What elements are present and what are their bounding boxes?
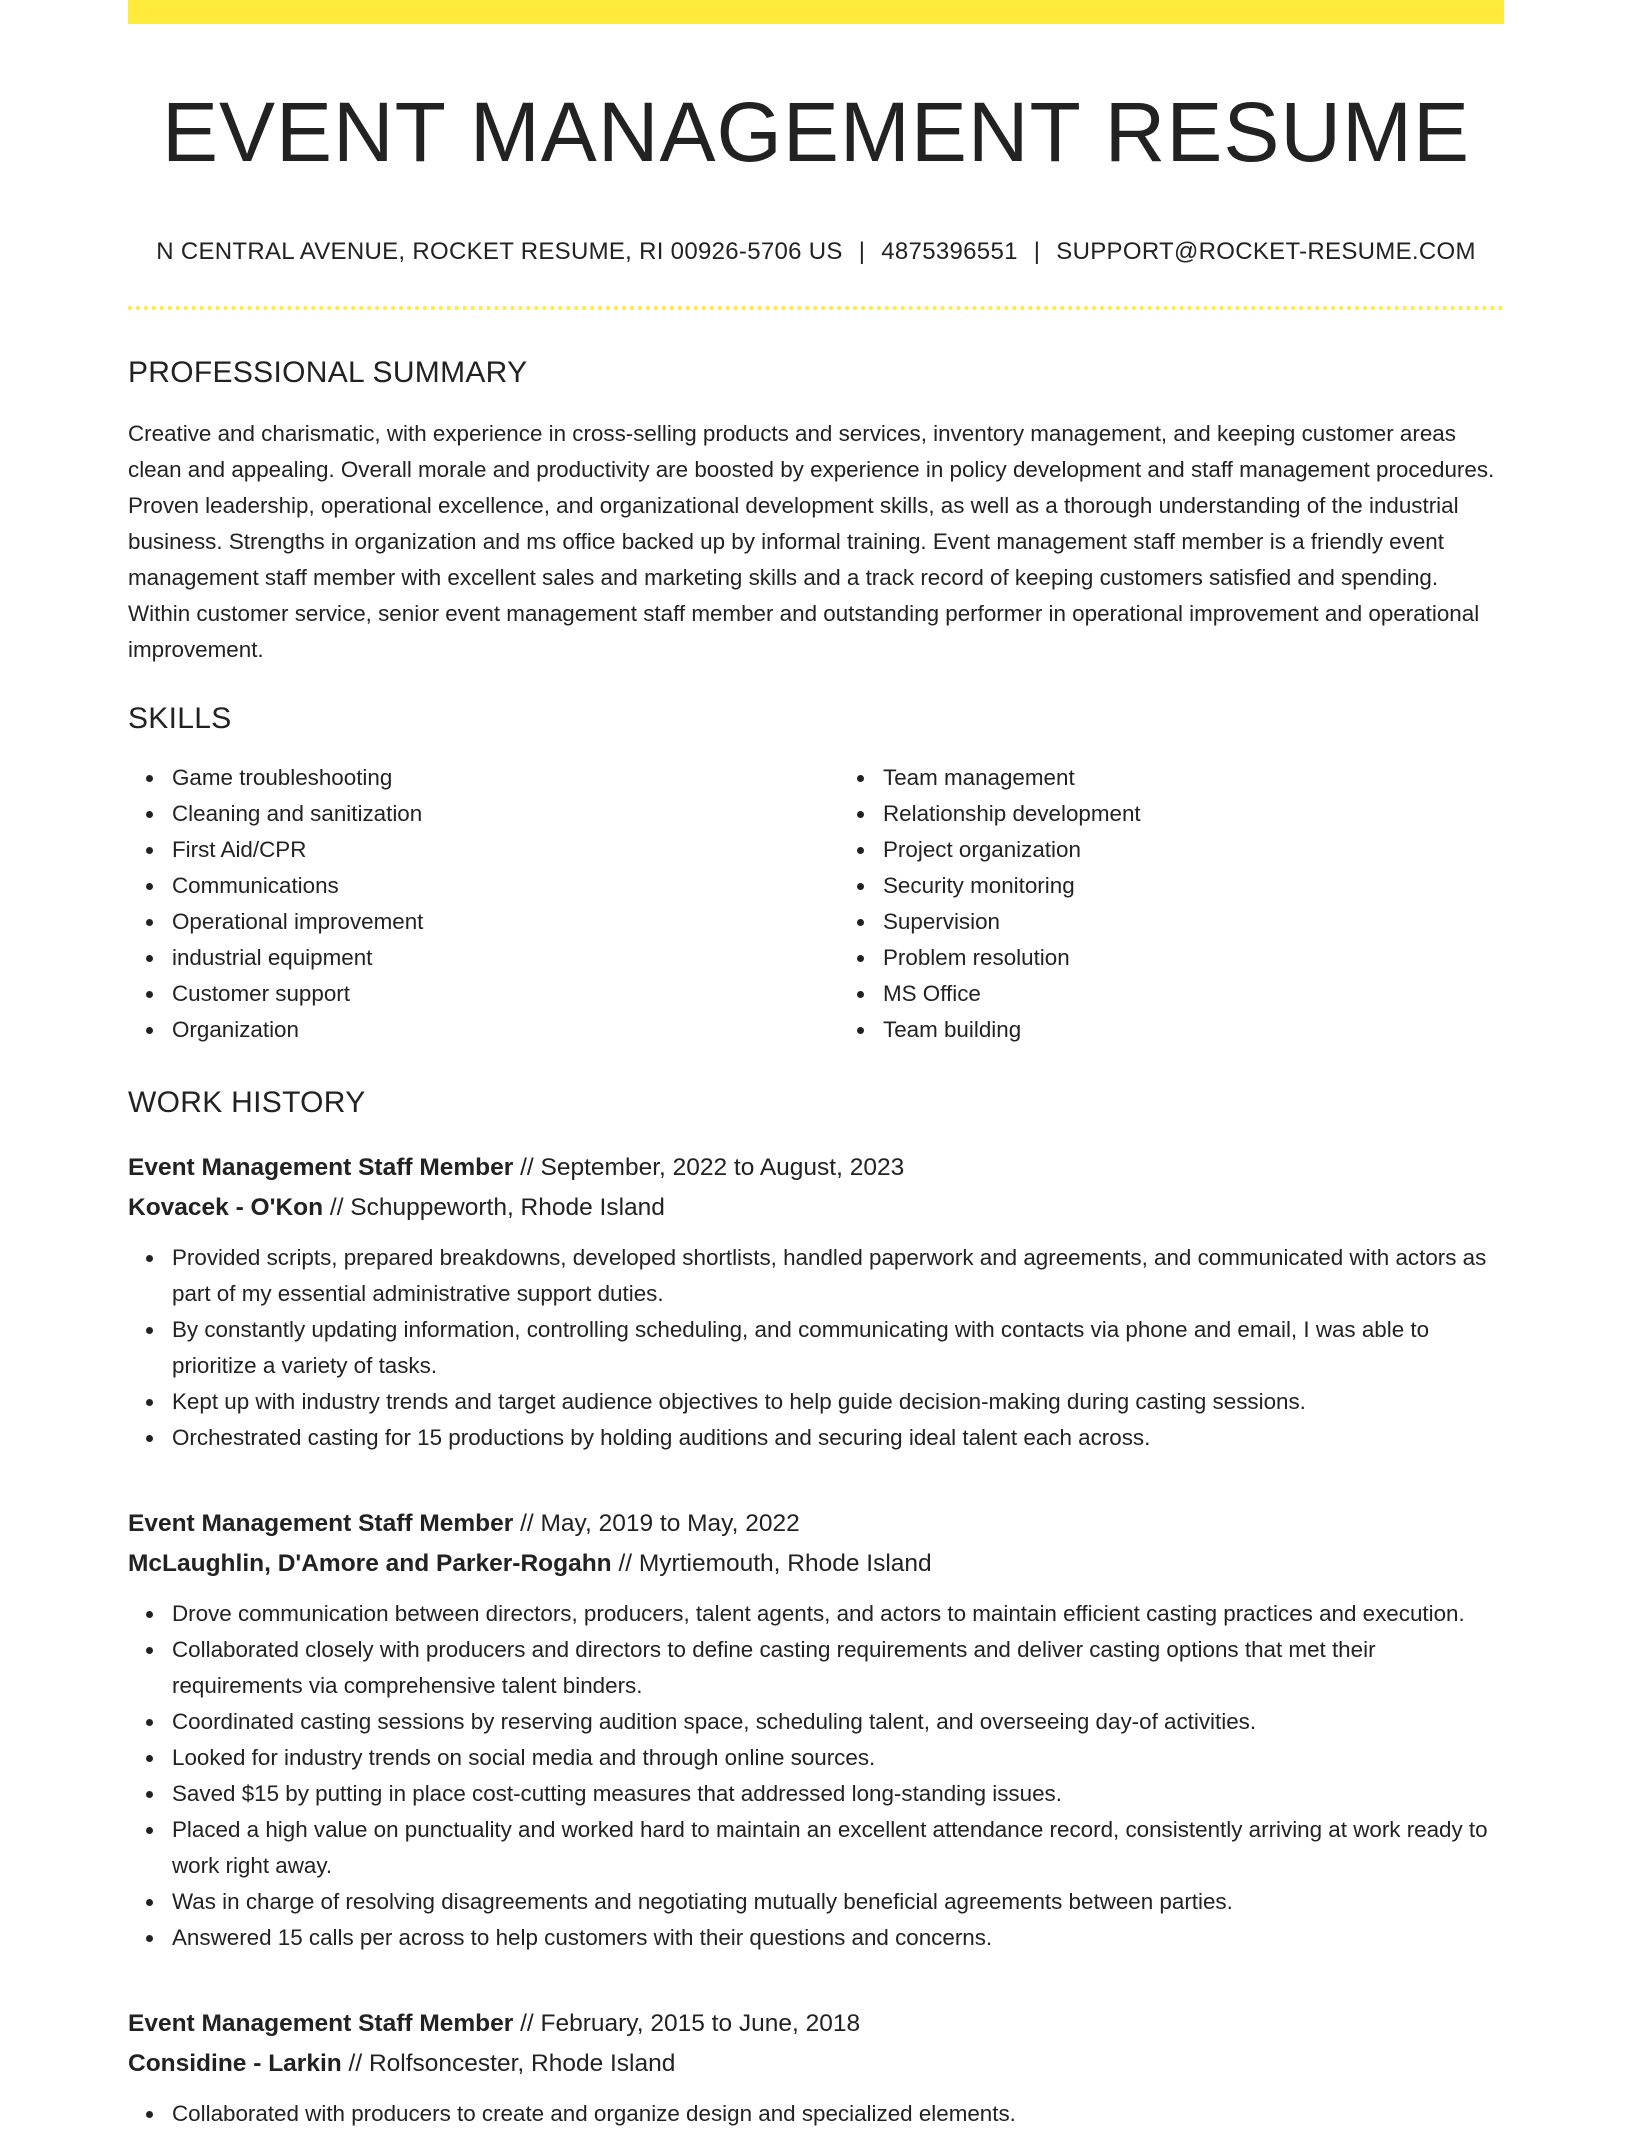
duty-item: Kept up with industry trends and target audience objectives to help guide decision-making during casting sessions. [172,1384,1504,1420]
job-dates: // May, 2019 to May, 2022 [520,1510,800,1538]
duty-item: Provided scripts, prepared breakdowns, developed shortlists, handled paperwork and agreements, and communicated with actors as part of my essential administrative support duties. [172,1240,1504,1312]
skill-item: Organization [172,1012,793,1048]
duty-item: Orchestrated casting for 15 productions by holding auditions and securing ideal talent each across. [172,1420,1504,1456]
duty-item: Was in charge of resolving disagreements and negotiating mutually beneficial agreements between parties. [172,1884,1504,1920]
job-duties [128,1240,1504,1456]
skill-item: Communications [172,868,793,904]
skills-list-right [793,760,1504,1048]
duty-item: Saved $15 by putting in place cost-cutting measures that addressed long-standing issues. [172,1776,1504,1812]
duty-item: Collaborated with producers to create and organize design and specialized elements. [172,2096,1504,2132]
contact-line [128,238,1504,266]
skill-item: First Aid/CPR [172,832,793,868]
job-company: McLaughlin, D'Amore and Parker-Rogahn [128,1550,612,1578]
skill-item: Team management [883,760,1504,796]
skill-item: Project organization [883,832,1504,868]
job-role-line [128,1504,1504,1544]
job-company-line [128,1544,1504,1584]
dotted-divider [128,306,1504,310]
duty-item: Answered 15 calls per across to help customers with their questions and concerns. [172,1920,1504,1956]
contact-phone: 4875396551 [881,238,1018,266]
skill-item: industrial equipment [172,940,793,976]
duty-item: Looked for industry trends on social media and through online sources. [172,1740,1504,1776]
job-entry [128,1504,1504,1956]
skill-item: Relationship development [883,796,1504,832]
summary-text: Creative and charismatic, with experience in cross-selling products and services, inventory management, and keeping customer areas clean and appealing. Overall morale and productivity are boosted by experience in policy development and staff management procedures. Proven leadership, operational excellence, and organizational development skills, as well as a thorough understanding of the industrial business. Strengths in organization and ms office backed up by informal training. Event management staff member is a friendly event management staff member with excellent sales and marketing skills and a track record of keeping customers satisfied and spending. Within customer service, senior event management staff member and outstanding performer in operational improvement and operational improvement. [128,421,1495,663]
duty-item: Coordinated casting sessions by reserving audition space, scheduling talent, and overseeing day-of activities. [172,1704,1504,1740]
skill-item: MS Office [883,976,1504,1012]
top-accent-bar [128,0,1504,24]
resume-page [128,0,1504,2132]
job-company: Kovacek - O'Kon [128,1194,324,1222]
duty-item: Drove communication between directors, producers, talent agents, and actors to maintain efficient casting practices and execution. [172,1596,1504,1632]
contact-address: N CENTRAL AVENUE, ROCKET RESUME, RI 00926-5706 US [156,238,843,266]
contact-separator: | [1033,238,1041,266]
summary-heading: PROFESSIONAL SUMMARY [128,356,528,390]
contact-email: SUPPORT@ROCKET-RESUME.COM [1056,238,1476,266]
skill-item: Customer support [172,976,793,1012]
skill-item: Operational improvement [172,904,793,940]
job-dates: // February, 2015 to June, 2018 [520,2010,861,2038]
job-duties [128,2096,1504,2132]
duty-item: Collaborated closely with producers and directors to define casting requirements and deliver casting options that met their requirements via comprehensive talent binders. [172,1632,1504,1704]
job-role: Event Management Staff Member [128,2010,514,2038]
resume-title: EVENT MANAGEMENT RESUME [161,85,1471,179]
skill-item: Supervision [883,904,1504,940]
job-company-line [128,2044,1504,2084]
duty-item: Placed a high value on punctuality and worked hard to maintain an excellent attendance record, consistently arriving at work ready to work right away. [172,1812,1504,1884]
job-location: // Myrtiemouth, Rhode Island [618,1550,932,1578]
job-role: Event Management Staff Member [128,1154,514,1182]
job-location: // Schuppeworth, Rhode Island [329,1194,665,1222]
skill-item: Team building [883,1012,1504,1048]
job-company: Considine - Larkin [128,2050,342,2078]
contact-separator: | [858,238,866,266]
skill-item: Cleaning and sanitization [172,796,793,832]
skill-item: Problem resolution [883,940,1504,976]
job-entry [128,2004,1504,2132]
job-duties [128,1596,1504,1956]
job-dates: // September, 2022 to August, 2023 [520,1154,905,1182]
skills-columns [128,760,1504,1048]
skills-heading: SKILLS [128,702,232,736]
job-entry [128,1148,1504,1456]
skill-item: Security monitoring [883,868,1504,904]
job-role: Event Management Staff Member [128,1510,514,1538]
job-location: // Rolfsoncester, Rhode Island [348,2050,676,2078]
job-role-line [128,1148,1504,1188]
duty-item: By constantly updating information, controlling scheduling, and communicating with contacts via phone and email, I was able to prioritize a variety of tasks. [172,1312,1504,1384]
work-history-heading: WORK HISTORY [128,1086,366,1120]
skills-list-left [128,760,793,1048]
job-role-line [128,2004,1504,2044]
skill-item: Game troubleshooting [172,760,793,796]
job-company-line [128,1188,1504,1228]
